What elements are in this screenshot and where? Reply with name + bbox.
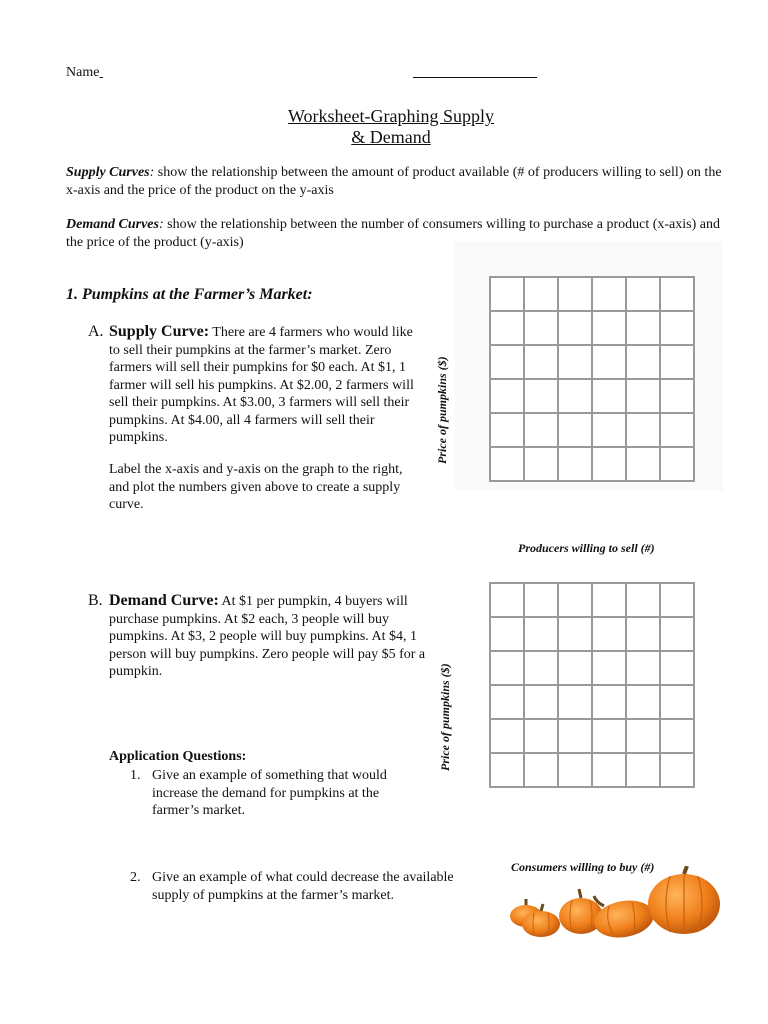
worksheet-title-line1: Worksheet-Graphing Supply xyxy=(287,106,494,126)
grid-cell[interactable] xyxy=(491,414,525,448)
grid-cell[interactable] xyxy=(661,652,695,686)
grid-cell[interactable] xyxy=(593,720,627,754)
supply-graph-y-axis-label: Price of pumpkins ($) xyxy=(435,356,449,464)
grid-cell[interactable] xyxy=(559,448,593,482)
grid-cell[interactable] xyxy=(491,448,525,482)
grid-cell[interactable] xyxy=(559,584,593,618)
grid-cell[interactable] xyxy=(525,448,559,482)
grid-cell[interactable] xyxy=(559,414,593,448)
grid-cell[interactable] xyxy=(627,584,661,618)
supply-curve-heading: Supply Curve: xyxy=(109,323,210,340)
supply-graph-x-axis-label: Producers willing to sell (#) xyxy=(518,541,655,555)
grid-cell[interactable] xyxy=(593,448,627,482)
grid-cell[interactable] xyxy=(593,312,627,346)
grid-cell[interactable] xyxy=(559,346,593,380)
grid-cell[interactable] xyxy=(661,584,695,618)
grid-cell[interactable] xyxy=(559,652,593,686)
grid-cell[interactable] xyxy=(491,652,525,686)
grid-cell[interactable] xyxy=(491,312,525,346)
grid-cell[interactable] xyxy=(491,380,525,414)
grid-cell[interactable] xyxy=(525,754,559,788)
question-number: 1. xyxy=(130,768,141,783)
grid-cell[interactable] xyxy=(627,414,661,448)
grid-cell[interactable] xyxy=(627,652,661,686)
name-blank-line[interactable] xyxy=(413,76,537,78)
grid-cell[interactable] xyxy=(525,414,559,448)
supply-curve-section xyxy=(88,323,418,447)
supply-curves-term: Supply Curves xyxy=(66,165,150,180)
demand-curves-definition: Demand Curves: show the relationship between the number of consumers willing to purchase a product (x-axis) and the price of the product (y-axis) xyxy=(66,217,720,250)
grid-cell[interactable] xyxy=(559,720,593,754)
part-a-letter: A. xyxy=(88,323,104,340)
grid-cell[interactable] xyxy=(491,618,525,652)
question-1-heading: 1. Pumpkins at the Farmer’s Market: xyxy=(66,286,313,303)
grid-cell[interactable] xyxy=(525,584,559,618)
grid-cell[interactable] xyxy=(661,312,695,346)
grid-cell[interactable] xyxy=(525,618,559,652)
grid-cell[interactable] xyxy=(627,686,661,720)
grid-cell[interactable] xyxy=(491,584,525,618)
question-text: Give an example of something that would increase the demand for pumpkins at the farmer’s market. xyxy=(152,768,387,818)
grid-cell[interactable] xyxy=(525,686,559,720)
grid-cell[interactable] xyxy=(593,380,627,414)
grid-cell[interactable] xyxy=(491,346,525,380)
grid-cell[interactable] xyxy=(525,652,559,686)
grid-cell[interactable] xyxy=(661,754,695,788)
demand-curves-term: Demand Curves xyxy=(66,217,159,232)
grid-cell[interactable] xyxy=(627,346,661,380)
grid-cell[interactable] xyxy=(593,584,627,618)
grid-cell[interactable] xyxy=(627,278,661,312)
grid-cell[interactable] xyxy=(525,312,559,346)
application-question-2 xyxy=(130,869,470,904)
grid-cell[interactable] xyxy=(593,652,627,686)
supply-curve-instruction: Label the x-axis and y-axis on the graph to the right, and plot the numbers given above to create a supply curve. xyxy=(109,462,403,512)
application-question-1 xyxy=(130,767,400,820)
demand-graph-grid[interactable] xyxy=(489,582,695,788)
grid-cell[interactable] xyxy=(661,720,695,754)
pumpkin-icon xyxy=(648,866,720,934)
grid-cell[interactable] xyxy=(661,278,695,312)
grid-cell[interactable] xyxy=(661,618,695,652)
pumpkins-illustration xyxy=(504,866,724,942)
grid-cell[interactable] xyxy=(525,720,559,754)
grid-cell[interactable] xyxy=(525,380,559,414)
grid-cell[interactable] xyxy=(661,448,695,482)
supply-graph-grid[interactable] xyxy=(489,276,695,482)
demand-graph-y-axis-label: Price of pumpkins ($) xyxy=(438,663,452,771)
part-b-letter: B. xyxy=(88,592,103,609)
grid-cell[interactable] xyxy=(559,686,593,720)
pumpkin-icon xyxy=(591,896,656,942)
grid-cell[interactable] xyxy=(593,278,627,312)
grid-cell[interactable] xyxy=(491,686,525,720)
grid-cell[interactable] xyxy=(627,618,661,652)
demand-curve-heading: Demand Curve: xyxy=(109,592,219,609)
grid-cell[interactable] xyxy=(661,346,695,380)
grid-cell[interactable] xyxy=(627,380,661,414)
supply-curve-text: There are 4 farmers who would like to sell their pumpkins at the farmer’s market. Zero farmers will sell their pumpkins for $0 each. At $1, 1 farmer will sell his pumpkins. At $2.00, 2 farmers will sell their pumpkins. At $3.00, 3 farmers will sell their pumpkins. At $4.00, all 4 farmers will sell their pumpkins. xyxy=(109,325,414,445)
grid-cell[interactable] xyxy=(661,686,695,720)
name-label: Name xyxy=(66,65,100,80)
grid-cell[interactable] xyxy=(627,720,661,754)
demand-curve-text: At $1 per pumpkin, 4 buyers will purchase pumpkins. At $2 each, 3 people will buy pumpkins. At $3, 2 people will buy pumpkins. At $4, 1 person will buy pumpkins. Zero people will pay $5 for a pumpkin. xyxy=(109,594,426,679)
grid-cell[interactable] xyxy=(491,754,525,788)
grid-cell[interactable] xyxy=(559,754,593,788)
grid-cell[interactable] xyxy=(593,686,627,720)
grid-cell[interactable] xyxy=(525,278,559,312)
question-text: Give an example of what could decrease the available supply of pumpkins at the farmer’s market. xyxy=(152,870,454,903)
grid-cell[interactable] xyxy=(491,720,525,754)
grid-cell[interactable] xyxy=(661,414,695,448)
supply-curves-definition: Supply Curves: show the relationship between the amount of product available (# of producers willing to sell) on the x-axis and the price of the product on the y-axis xyxy=(66,165,722,198)
grid-cell[interactable] xyxy=(559,278,593,312)
grid-cell[interactable] xyxy=(661,380,695,414)
grid-cell[interactable] xyxy=(559,312,593,346)
grid-cell[interactable] xyxy=(593,414,627,448)
grid-cell[interactable] xyxy=(525,346,559,380)
grid-cell[interactable] xyxy=(559,618,593,652)
demand-curve-section xyxy=(88,592,433,681)
grid-cell[interactable] xyxy=(491,278,525,312)
grid-cell[interactable] xyxy=(593,618,627,652)
grid-cell[interactable] xyxy=(559,380,593,414)
grid-cell[interactable] xyxy=(627,754,661,788)
question-number: 2. xyxy=(130,870,141,885)
application-questions-heading: Application Questions: xyxy=(109,749,247,764)
grid-cell[interactable] xyxy=(627,312,661,346)
demand-graph-x-axis-label: Consumers willing to buy (#) xyxy=(511,860,655,874)
grid-cell[interactable] xyxy=(627,448,661,482)
grid-cell[interactable] xyxy=(593,346,627,380)
worksheet-title-line2: & Demand xyxy=(351,127,431,147)
grid-cell[interactable] xyxy=(593,754,627,788)
